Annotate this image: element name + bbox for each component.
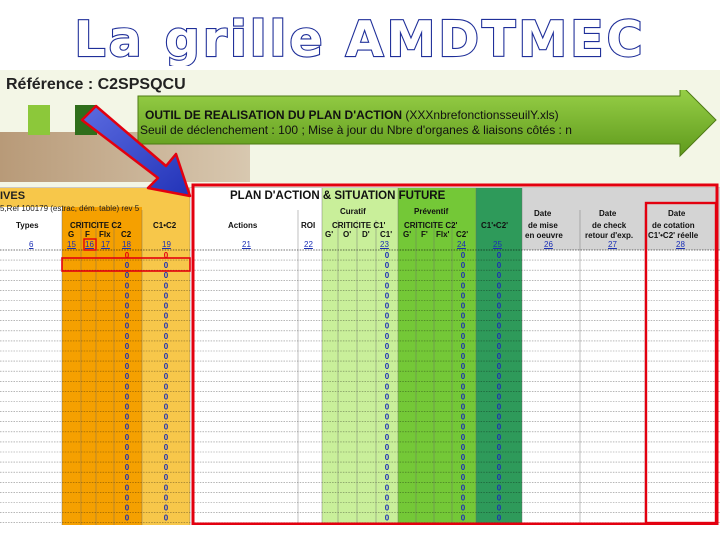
col-num-17: 17 xyxy=(101,240,110,249)
cell-value: 0 xyxy=(460,291,466,301)
cell-value: 0 xyxy=(163,291,169,301)
header-date-check-2: de check xyxy=(592,221,627,230)
cell-value: 0 xyxy=(496,483,502,493)
cell-value: 0 xyxy=(384,352,390,361)
col-num-21: 21 xyxy=(242,240,251,249)
header-date-cot-3: C1'•C2' réelle xyxy=(648,231,699,240)
cell-value: 0 xyxy=(124,281,130,291)
header-date-check-1: Date xyxy=(599,209,617,218)
cell-value: 0 xyxy=(163,352,169,361)
cell-value: 0 xyxy=(460,321,466,331)
cell-value: 0 xyxy=(384,372,390,382)
cell-value: 0 xyxy=(496,412,502,422)
cell-value: 0 xyxy=(163,503,169,513)
reference-label: Référence : C2SPSQCU xyxy=(6,76,186,93)
col-num-24: 24 xyxy=(457,240,466,249)
cell-value: 0 xyxy=(163,251,169,260)
cell-value: 0 xyxy=(460,331,466,341)
cell-value: 0 xyxy=(384,463,390,473)
cell-value: 0 xyxy=(460,281,466,291)
plan-action-title: PLAN D'ACTION & SITUATION FUTURE xyxy=(230,190,446,202)
cell-value: 0 xyxy=(496,291,502,301)
cell-value: 0 xyxy=(460,463,466,473)
cell-value: 0 xyxy=(124,271,130,281)
cell-value: 0 xyxy=(496,442,502,452)
header-op: O' xyxy=(343,230,352,239)
header-preventif: Préventif xyxy=(414,207,449,216)
cell-value: 0 xyxy=(124,291,130,301)
header-gp2: G' xyxy=(403,230,412,239)
cell-value: 0 xyxy=(460,372,466,382)
cell-value: 0 xyxy=(163,382,169,392)
cell-value: 0 xyxy=(384,271,390,281)
cell-value: 0 xyxy=(460,301,466,311)
cell-value: 0 xyxy=(163,463,169,473)
cell-value: 0 xyxy=(496,513,502,523)
cell-value: 0 xyxy=(163,422,169,432)
cell-value: 0 xyxy=(460,271,466,281)
col-num-15: 15 xyxy=(67,240,76,249)
cell-value: 0 xyxy=(124,352,130,361)
cell-value: 0 xyxy=(124,301,130,311)
cell-value: 0 xyxy=(496,493,502,503)
cell-value: 0 xyxy=(384,432,390,442)
cell-value: 0 xyxy=(384,321,390,331)
header-date-cot-1: Date xyxy=(668,209,686,218)
cell-value: 0 xyxy=(163,281,169,291)
cell-value: 0 xyxy=(163,362,169,372)
cell-value: 0 xyxy=(496,301,502,311)
cell-value: 0 xyxy=(496,473,502,483)
col-num-26: 26 xyxy=(544,240,553,249)
cell-value: 0 xyxy=(384,331,390,341)
cell-value: 0 xyxy=(163,493,169,503)
cell-value: 0 xyxy=(124,453,130,462)
header-roi: ROI xyxy=(301,221,316,230)
cell-value: 0 xyxy=(124,362,130,372)
header-date-cot-2: de cotation xyxy=(652,221,695,230)
col-num-28: 28 xyxy=(676,240,685,249)
cell-value: 0 xyxy=(460,311,466,321)
col-num-27: 27 xyxy=(608,240,617,249)
cell-value: 0 xyxy=(496,372,502,382)
cell-value: 0 xyxy=(124,331,130,341)
col-num-18: 18 xyxy=(122,240,131,249)
tool-title-main: OUTIL DE REALISATION DU PLAN D'ACTION xyxy=(145,108,403,122)
cell-value: 0 xyxy=(496,402,502,412)
header-date-mise-2: de mise xyxy=(528,221,558,230)
header-date-mise-1: Date xyxy=(534,209,552,218)
cell-value: 0 xyxy=(384,493,390,503)
cell-value: 0 xyxy=(124,311,130,321)
pointer-arrow xyxy=(70,100,210,205)
cell-value: 0 xyxy=(460,442,466,452)
header-c1c2: C1•C2 xyxy=(153,221,177,230)
cell-value: 0 xyxy=(124,493,130,503)
cell-value: 0 xyxy=(163,331,169,341)
cell-value: 0 xyxy=(496,382,502,392)
cell-value: 0 xyxy=(496,453,502,462)
cell-value: 0 xyxy=(163,392,169,402)
cell-value: 0 xyxy=(384,341,390,351)
cell-value: 0 xyxy=(163,453,169,462)
cell-value: 0 xyxy=(496,341,502,351)
cell-value: 0 xyxy=(384,311,390,321)
cell-value: 0 xyxy=(460,261,466,271)
cell-value: 0 xyxy=(496,392,502,402)
tool-subtitle: Seuil de déclenchement : 100 ; Mise à jour du Nbre d'organes & liaisons côtés : n xyxy=(140,123,572,137)
cell-value: 0 xyxy=(496,503,502,513)
cell-value: 0 xyxy=(460,513,466,523)
header-g: G xyxy=(68,230,75,239)
cell-value: 0 xyxy=(124,321,130,331)
cell-value: 0 xyxy=(384,483,390,493)
cell-value: 0 xyxy=(124,463,130,473)
cell-value: 0 xyxy=(496,331,502,341)
cell-value: 0 xyxy=(163,261,169,271)
col-num-16: 16 xyxy=(85,240,94,249)
cell-value: 0 xyxy=(384,382,390,392)
cell-value: 0 xyxy=(124,442,130,452)
cell-value: 0 xyxy=(124,402,130,412)
left-section-title: IVES xyxy=(0,190,26,202)
header-curatif: Curatif xyxy=(340,207,366,216)
header-types: Types xyxy=(16,221,39,230)
cell-value: 0 xyxy=(460,382,466,392)
cell-value: 0 xyxy=(496,321,502,331)
cell-value: 0 xyxy=(460,352,466,361)
cell-value: 0 xyxy=(496,271,502,281)
col-num-25: 25 xyxy=(493,240,502,249)
cell-value: 0 xyxy=(460,392,466,402)
cell-value: 0 xyxy=(163,412,169,422)
header-criticite-c2: CRITICITE C2 xyxy=(70,221,122,230)
header-criticite-c1p: CRITICITE C1' xyxy=(332,221,386,230)
cell-value: 0 xyxy=(124,503,130,513)
cell-value: 0 xyxy=(124,341,130,351)
cell-value: 0 xyxy=(384,513,390,523)
header-c1c2p: C1'•C2' xyxy=(481,221,509,230)
cell-value: 0 xyxy=(163,271,169,281)
cell-value: 0 xyxy=(460,402,466,412)
cell-value: 0 xyxy=(496,281,502,291)
cell-value: 0 xyxy=(496,422,502,432)
header-c2: C2 xyxy=(121,230,132,239)
cell-value: 0 xyxy=(460,473,466,483)
cell-value: 0 xyxy=(460,412,466,422)
cell-value: 0 xyxy=(460,362,466,372)
cell-value: 0 xyxy=(163,341,169,351)
cell-value: 0 xyxy=(384,392,390,402)
cell-value: 0 xyxy=(460,422,466,432)
cell-value: 0 xyxy=(384,503,390,513)
cell-value: 0 xyxy=(384,442,390,452)
cell-value: 0 xyxy=(496,362,502,372)
col-num-22: 22 xyxy=(304,240,313,249)
cell-value: 0 xyxy=(163,321,169,331)
cell-value: 0 xyxy=(384,301,390,311)
cell-value: 0 xyxy=(384,402,390,412)
cell-value: 0 xyxy=(163,402,169,412)
cell-value: 0 xyxy=(124,483,130,493)
cell-value: 0 xyxy=(496,261,502,271)
cell-value: 0 xyxy=(163,301,169,311)
header-c1p: C1' xyxy=(380,230,393,239)
tool-file-name: (XXXnbrefonctionsseuilY.xls) xyxy=(405,108,559,122)
cell-value: 0 xyxy=(384,412,390,422)
cell-value: 0 xyxy=(496,311,502,321)
left-reference-text: 5,Ref 100179 (estrac, dém. table) rev 5 xyxy=(0,204,140,213)
cell-value: 0 xyxy=(384,251,390,260)
cell-value: 0 xyxy=(460,483,466,493)
header-c2p: C2' xyxy=(456,230,469,239)
header-criticite-c2p: CRITICITE C2' xyxy=(404,221,458,230)
cell-value: 0 xyxy=(496,251,502,260)
cell-value: 0 xyxy=(163,513,169,523)
cell-value: 0 xyxy=(163,473,169,483)
cell-value: 0 xyxy=(163,311,169,321)
col-num-19: 19 xyxy=(162,240,171,249)
col-num-23: 23 xyxy=(380,240,389,249)
header-flxp: Flx' xyxy=(436,230,450,239)
cell-value: 0 xyxy=(460,341,466,351)
header-gp: G' xyxy=(325,230,334,239)
header-actions: Actions xyxy=(228,221,258,230)
cell-value: 0 xyxy=(496,352,502,361)
cell-value: 0 xyxy=(384,261,390,271)
cell-value: 0 xyxy=(460,251,466,260)
cell-value: 0 xyxy=(124,382,130,392)
cell-value: 0 xyxy=(163,442,169,452)
col-num-6: 6 xyxy=(29,240,34,249)
cell-value: 0 xyxy=(384,281,390,291)
cell-value: 0 xyxy=(163,372,169,382)
cell-value: 0 xyxy=(460,503,466,513)
cell-value: 0 xyxy=(460,493,466,503)
cell-value: 0 xyxy=(384,362,390,372)
cell-value: 0 xyxy=(496,463,502,473)
cell-value: 0 xyxy=(384,422,390,432)
cell-value: 0 xyxy=(163,483,169,493)
header-flx: Flx xyxy=(99,230,111,239)
cell-value: 0 xyxy=(124,432,130,442)
cell-value: 0 xyxy=(124,473,130,483)
header-date-mise-3: en oeuvre xyxy=(525,231,563,240)
cell-value: 0 xyxy=(124,261,130,271)
cell-value: 0 xyxy=(496,432,502,442)
header-date-check-3: retour d'exp. xyxy=(585,231,634,240)
cell-value: 0 xyxy=(124,412,130,422)
header-dp: D' xyxy=(362,230,370,239)
cell-value: 0 xyxy=(384,473,390,483)
cell-value: 0 xyxy=(384,291,390,301)
cell-value: 0 xyxy=(124,372,130,382)
cell-value: 0 xyxy=(124,392,130,402)
cell-value: 0 xyxy=(124,251,130,260)
header-fp: F' xyxy=(421,230,428,239)
cell-value: 0 xyxy=(460,453,466,462)
slide-title xyxy=(0,4,720,66)
cell-value: 0 xyxy=(124,422,130,432)
cell-value: 0 xyxy=(460,432,466,442)
cell-value: 0 xyxy=(163,432,169,442)
slide-title-text: La grille AMDTMEC xyxy=(74,11,646,66)
header-f: F xyxy=(85,230,90,239)
cell-value: 0 xyxy=(124,513,130,523)
cell-value: 0 xyxy=(384,453,390,462)
